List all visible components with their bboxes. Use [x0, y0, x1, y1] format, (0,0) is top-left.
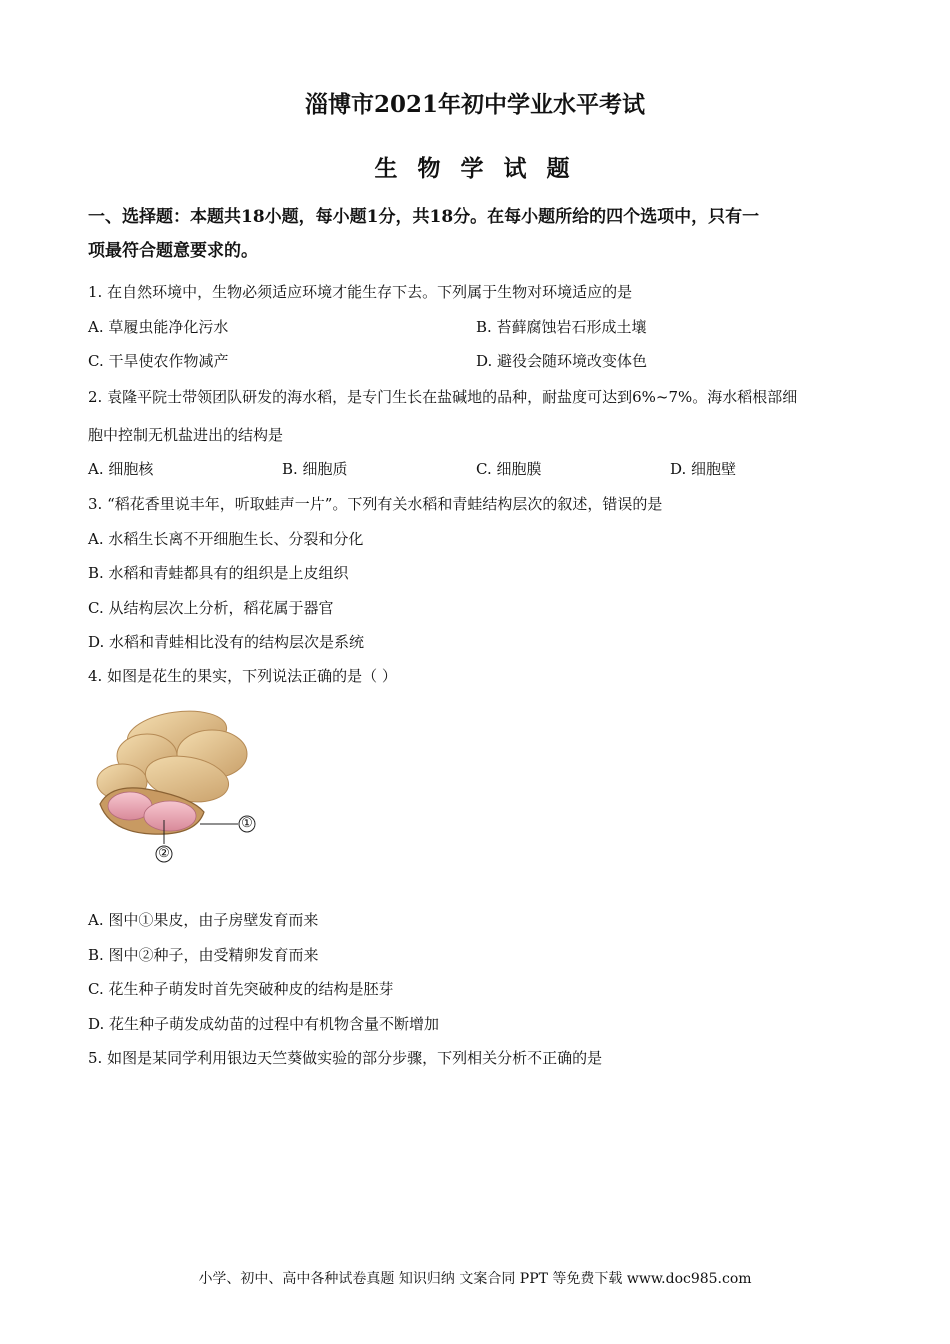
q2-option-a: A. 细胞核: [88, 460, 154, 478]
q4-option-a: A. 图中①果皮，由子房壁发育而来: [88, 911, 319, 929]
q2-stem-line2: 胞中控制无机盐进出的结构是: [88, 426, 284, 444]
exam-subtitle: 生 物 学 试 题: [374, 155, 576, 182]
q1-stem: 1. 在自然环境中，生物必须适应环境才能生存下去。下列属于生物对环境适应的是: [88, 283, 633, 301]
q5-stem: 5. 如图是某同学利用银边天竺葵做实验的部分步骤，下列相关分析不正确的是: [88, 1049, 603, 1067]
section-heading-line2: 项最符合题意要求的。: [88, 241, 258, 261]
exam-title: 淄博市2021年初中学业水平考试: [304, 91, 645, 118]
q3-option-c: C. 从结构层次上分析，稻花属于器官: [88, 599, 334, 617]
q2-option-d: D. 细胞壁: [670, 460, 737, 478]
figure-label-1: ①: [241, 816, 253, 831]
figure-label-2: ②: [158, 846, 170, 861]
peanut-figure: [92, 694, 272, 864]
q1-option-b: B. 苔藓腐蚀岩石形成土壤: [476, 318, 647, 336]
page-footer: 小学、初中、高中各种试卷真题 知识归纳 文案合同 PPT 等免费下载 www.doc985.com: [198, 1271, 752, 1287]
peanut-illustration: [92, 694, 272, 864]
section-heading: [88, 200, 868, 268]
q4-stem: 4. 如图是花生的果实，下列说法正确的是（ ）: [88, 667, 397, 685]
q2-stem-line1: 2. 袁隆平院士带领团队研发的海水稻，是专门生长在盐碱地的品种，耐盐度可达到6%~7%。海水稻根部细: [88, 388, 798, 406]
q4-option-c: C. 花生种子萌发时首先突破种皮的结构是胚芽: [88, 980, 394, 998]
q3-option-a: A. 水稻生长离不开细胞生长、分裂和分化: [88, 530, 364, 548]
q1-option-d: D. 避役会随环境改变体色: [476, 352, 648, 370]
q3-stem: 3. “稻花香里说丰年，听取蛙声一片”。下列有关水稻和青蛙结构层次的叙述，错误的是: [88, 495, 663, 513]
q1-option-a: A. 草履虫能净化污水: [88, 318, 229, 336]
q2-option-b: B. 细胞质: [282, 460, 348, 478]
q3-option-b: B. 水稻和青蛙都具有的组织是上皮组织: [88, 564, 349, 582]
section-heading-line1: 一、选择题：本题共18小题，每小题1分，共18分。在每小题所给的四个选项中，只有一: [88, 207, 760, 227]
q4-option-d: D. 花生种子萌发成幼苗的过程中有机物含量不断增加: [88, 1015, 440, 1033]
q2-option-c: C. 细胞膜: [476, 460, 542, 478]
q4-option-b: B. 图中②种子，由受精卵发育而来: [88, 946, 319, 964]
q3-option-d: D. 水稻和青蛙相比没有的结构层次是系统: [88, 633, 365, 651]
q1-option-c: C. 干旱使农作物减产: [88, 352, 229, 370]
